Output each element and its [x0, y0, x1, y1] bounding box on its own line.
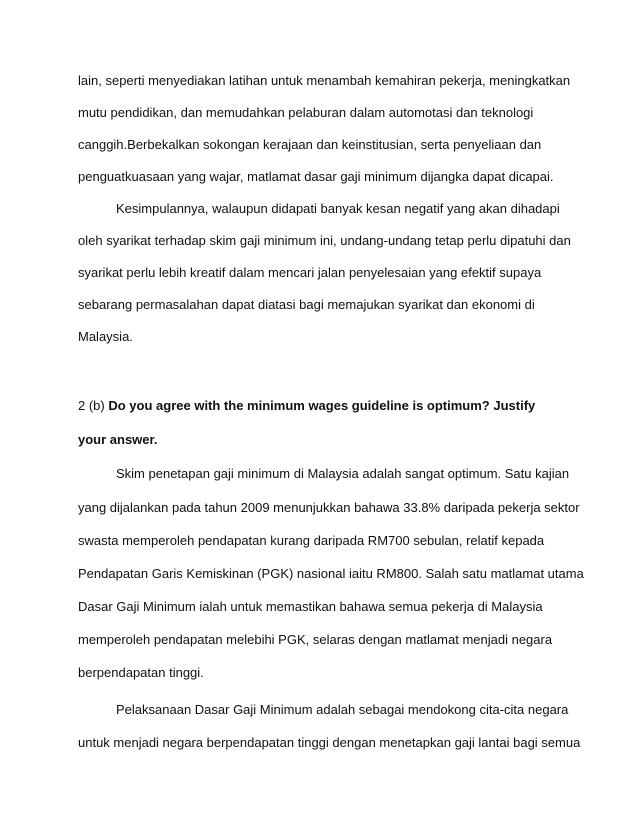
paragraph-1-line-3: canggih.Berbekalkan sokongan kerajaan dan keinstitusian, serta penyeliaan dan: [78, 137, 542, 152]
paragraph-3-line-5: Dasar Gaji Minimum ialah untuk memastikan bahawa semua pekerja di Malaysia: [78, 599, 543, 614]
question-text: Do you agree with the minimum wages guideline is optimum? Justify: [108, 398, 536, 413]
paragraph-1-line-2: mutu pendidikan, dan memudahkan pelaburan dalam automotasi dan teknologi: [78, 105, 534, 120]
paragraph-2-line-3: syarikat perlu lebih kreatif dalam mencari jalan penyelesaian yang efektif supaya: [78, 265, 542, 280]
paragraph-2-line-4: sebarang permasalahan dapat diatasi bagi memajukan syarikat dan ekonomi di: [78, 297, 535, 312]
question-heading-line-2: your answer.: [78, 432, 158, 447]
paragraph-1-line-4: penguatkuasaan yang wajar, matlamat dasar gaji minimum dijangka dapat dicapai.: [78, 169, 554, 184]
paragraph-3-line-6: memperoleh pendapatan melebihi PGK, selaras dengan matlamat menjadi negara: [78, 632, 553, 647]
paragraph-3-line-2: yang dijalankan pada tahun 2009 menunjukkan bahawa 33.8% daripada pekerja sektor: [78, 500, 580, 515]
paragraph-3-line-1: Skim penetapan gaji minimum di Malaysia adalah sangat optimum. Satu kajian: [116, 466, 570, 481]
paragraph-3-line-4: Pendapatan Garis Kemiskinan (PGK) nasional iaitu RM800. Salah satu matlamat utama: [78, 566, 584, 581]
paragraph-2-line-5: Malaysia.: [78, 329, 133, 344]
paragraph-2-line-2: oleh syarikat terhadap skim gaji minimum ini, undang-undang tetap perlu dipatuhi dan: [78, 233, 571, 248]
paragraph-3-line-7: berpendapatan tinggi.: [78, 665, 204, 680]
paragraph-4-line-1: Pelaksanaan Dasar Gaji Minimum adalah sebagai mendokong cita-cita negara: [116, 702, 569, 717]
paragraph-1-line-1: lain, seperti menyediakan latihan untuk menambah kemahiran pekerja, meningkatkan: [78, 73, 571, 88]
question-heading-line-1: [78, 398, 535, 414]
paragraph-3-line-3: swasta memperoleh pendapatan kurang daripada RM700 sebulan, relatif kepada: [78, 533, 545, 548]
paragraph-4-line-2: untuk menjadi negara berpendapatan tinggi dengan menetapkan gaji lantai bagi semua: [78, 735, 581, 750]
paragraph-2-line-1: Kesimpulannya, walaupun didapati banyak kesan negatif yang akan dihadapi: [116, 201, 560, 216]
question-number: 2 (b): [78, 398, 105, 413]
